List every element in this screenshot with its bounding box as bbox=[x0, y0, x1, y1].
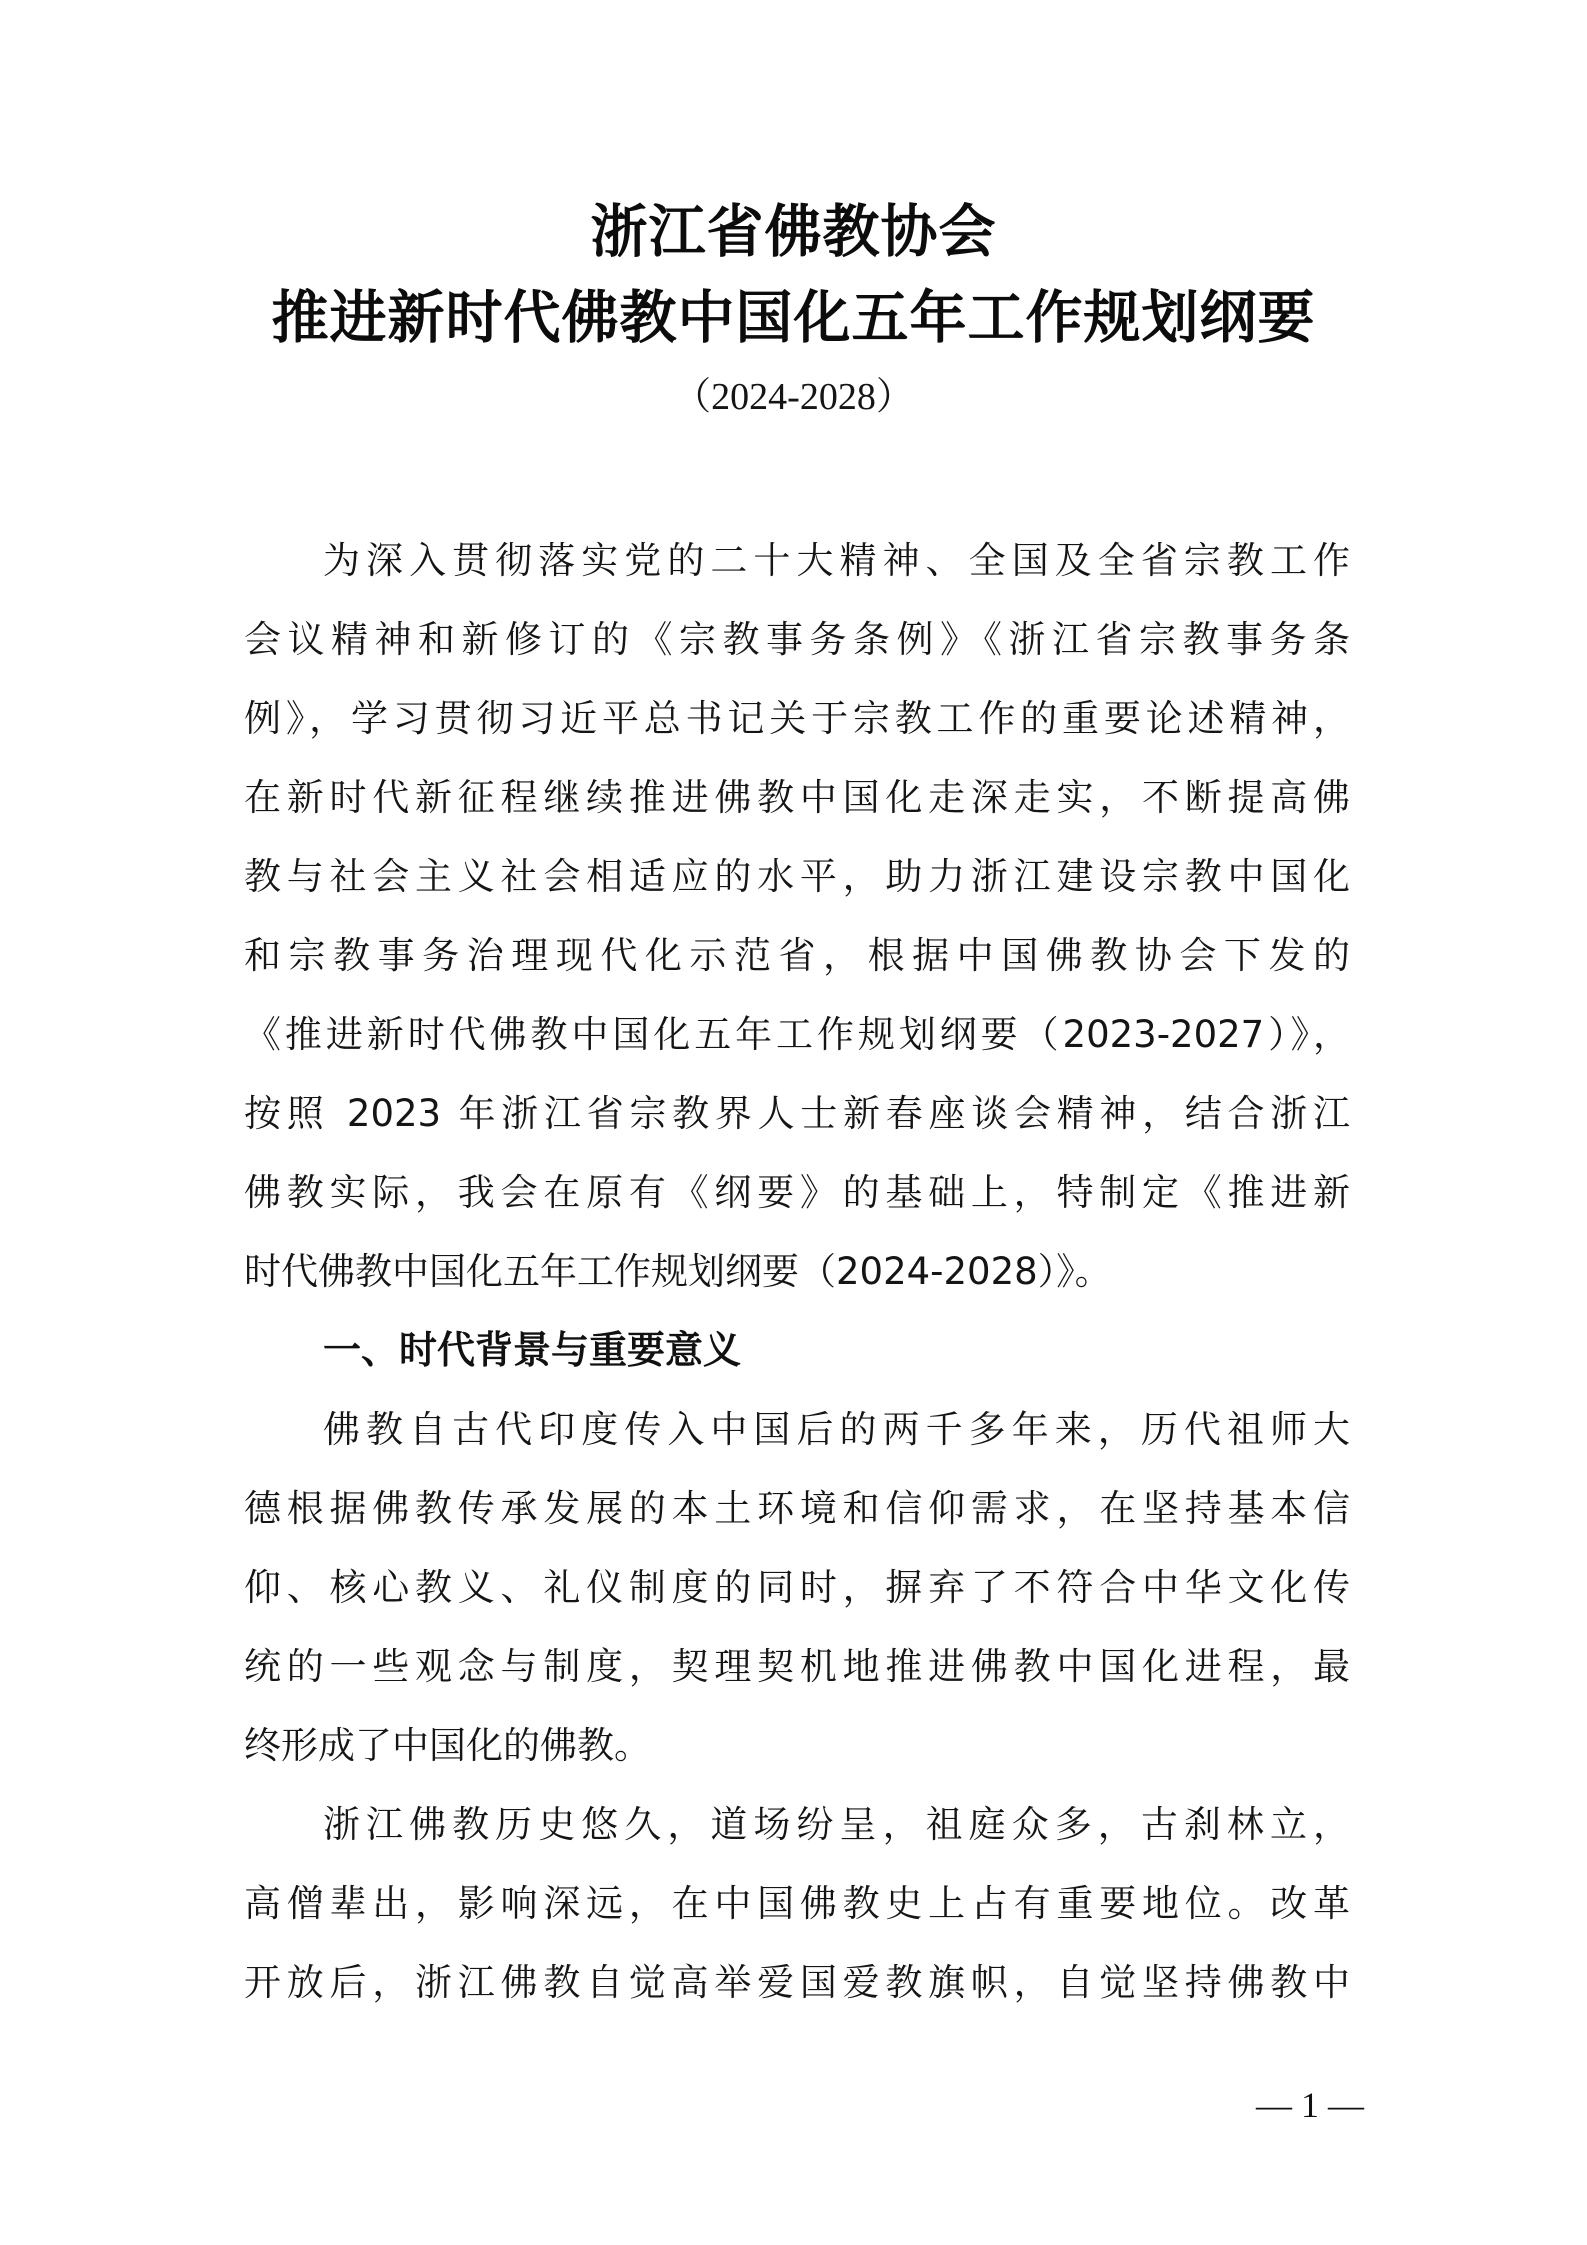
page-number: — 1 — bbox=[1256, 2085, 1364, 2125]
paragraph-line: 统的一些观念与制度，契理契机地推进佛教中国化进程，最 bbox=[244, 1645, 1350, 1688]
document-title-main: 推进新时代佛教中国化五年工作规划纲要 bbox=[271, 284, 1316, 351]
paragraph-line: 会议精神和新修订的《宗教事务条例》《浙江省宗教事务条 bbox=[244, 618, 1350, 661]
paragraph-line: 浙江佛教历史悠久，道场纷呈，祖庭众多，古刹林立， bbox=[323, 1803, 1350, 1846]
paragraph-line: 终形成了中国化的佛教。 bbox=[244, 1724, 651, 1767]
paragraph-line: 佛教自古代印度传入中国后的两千多年来，历代祖师大 bbox=[323, 1408, 1350, 1451]
paragraph-line: 《推进新时代佛教中国化五年工作规划纲要（2023-2027）》， bbox=[244, 1013, 1350, 1056]
paragraph-line: 和宗教事务治理现代化示范省，根据中国佛教协会下发的 bbox=[244, 934, 1350, 977]
paragraph-line: 仰、核心教义、礼仪制度的同时，摒弃了不符合中华文化传 bbox=[244, 1566, 1350, 1609]
paragraph-line: 开放后，浙江佛教自觉高举爱国爱教旗帜，自觉坚持佛教中 bbox=[244, 1961, 1350, 2004]
paragraph-line: 教与社会主义社会相适应的水平，助力浙江建设宗教中国化 bbox=[244, 855, 1350, 898]
document-subtitle-years: （2024-2028） bbox=[673, 376, 914, 418]
paragraph-line: 例》，学习贯彻习近平总书记关于宗教工作的重要论述精神， bbox=[244, 697, 1350, 740]
paragraph-line: 为深入贯彻落实党的二十大精神、全国及全省宗教工作 bbox=[323, 539, 1350, 582]
paragraph-line: 高僧辈出，影响深远，在中国佛教史上占有重要地位。改革 bbox=[244, 1882, 1350, 1925]
paragraph-line: 在新时代新征程继续推进佛教中国化走深走实，不断提高佛 bbox=[244, 776, 1350, 819]
paragraph-line: 按照 2023 年浙江省宗教界人士新春座谈会精神，结合浙江 bbox=[244, 1092, 1350, 1135]
paragraph-line: 佛教实际，我会在原有《纲要》的基础上，特制定《推进新 bbox=[244, 1171, 1350, 1214]
paragraph-line: 德根据佛教传承发展的本土环境和信仰需求，在坚持基本信 bbox=[244, 1487, 1350, 1530]
document-title-organization: 浙江省佛教协会 bbox=[590, 198, 997, 265]
paragraph-line: 时代佛教中国化五年工作规划纲要（2024-2028）》。 bbox=[244, 1250, 1112, 1293]
section-heading: 一、时代背景与重要意义 bbox=[323, 1328, 742, 1372]
